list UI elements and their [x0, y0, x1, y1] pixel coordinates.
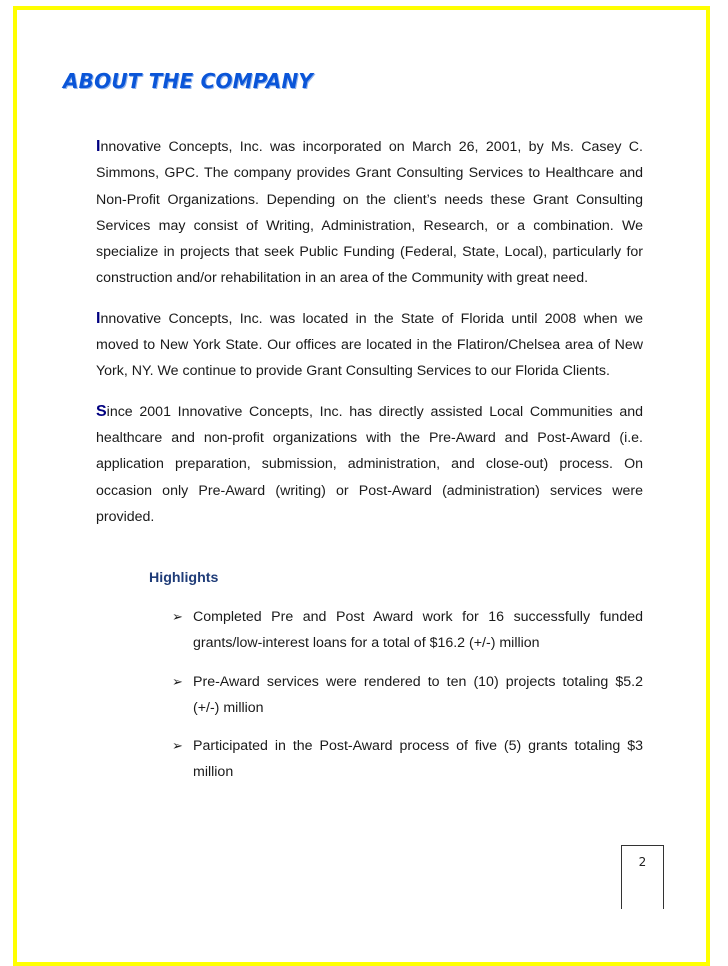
paragraph-text: nnovative Concepts, Inc. was located in the State of Florida until 2008 when we moved to New York State. Our offices are located in the Flatiron/Chelsea area of New York, NY. We continue to provide Grant Consulting Services to our Florida Clients. — [96, 310, 643, 380]
page-number: 2 — [638, 855, 647, 869]
page-number-box — [621, 845, 664, 909]
paragraph-history — [96, 399, 643, 530]
highlight-item — [172, 669, 643, 722]
highlight-text: Pre-Award services were rendered to ten (10) projects totaling $5.2 (+/-) million — [193, 673, 643, 716]
highlights-list — [172, 604, 643, 798]
paragraph-initial: I — [96, 138, 101, 155]
paragraph-text: nnovative Concepts, Inc. was incorporated on March 26, 2001, by Ms. Casey C. Simmons, GPC. The company provides Grant Consulting Services to Healthcare and Non-Profit Organizations. Depending on the client’s needs these Grant Consulting Services may consist of Writing, Administration, Research, or a combination. We specialize in projects that seek Public Funding (Federal, State, Local), particularly for construction and/or rehabilitation in an area of the Community with great need. — [96, 139, 643, 287]
highlight-text: Participated in the Post-Award process of five (5) grants totaling $3 million — [193, 738, 643, 781]
paragraph-incorporation — [96, 134, 643, 292]
document-body — [96, 134, 643, 544]
paragraph-text: ince 2001 Innovative Concepts, Inc. has directly assisted Local Communities and healthcare and non-profit organizations with the Pre-Award and Post-Award (i.e. application preparation, submission, administration, and close-out) process. On occasion only Pre-Award (writing) or Post-Award (administration) services were provided. — [96, 403, 643, 525]
paragraph-initial: S — [96, 402, 107, 420]
highlight-item — [172, 604, 643, 657]
arrow-bullet-icon: ➢ — [172, 673, 183, 689]
arrow-bullet-icon: ➢ — [172, 738, 183, 754]
arrow-bullet-icon: ➢ — [172, 609, 183, 624]
paragraph-location — [96, 306, 643, 385]
highlight-item — [172, 733, 643, 786]
highlight-text: Completed Pre and Post Award work for 16 successfully funded grants/low-interest loans for a total of $16.2 (+/-) million — [193, 609, 643, 652]
highlights-heading: Highlights — [149, 570, 219, 586]
page-title: ABOUT THE COMPANY — [63, 69, 314, 93]
paragraph-initial: I — [96, 309, 101, 327]
